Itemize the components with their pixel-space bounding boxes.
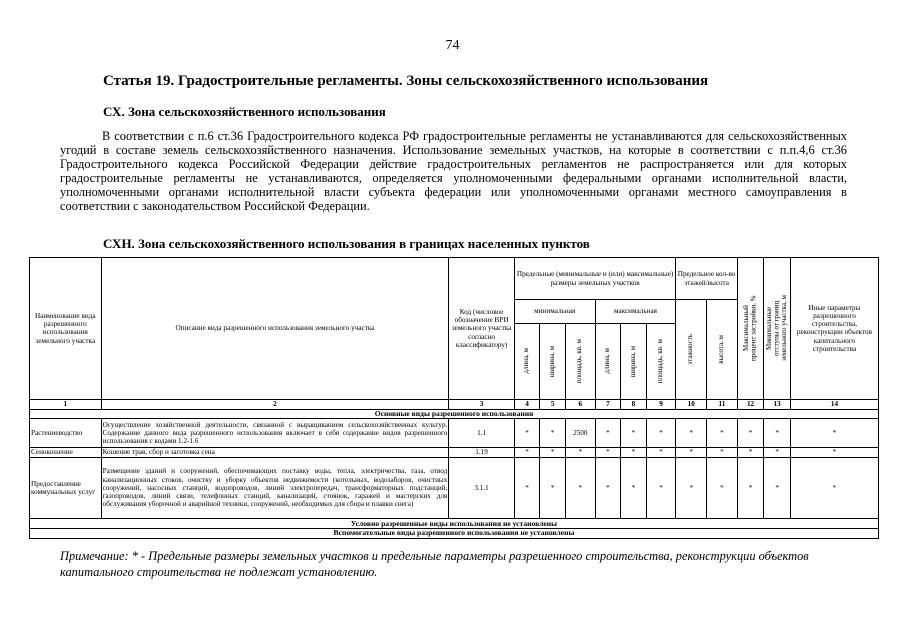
row-code: 1.19 xyxy=(449,448,514,458)
column-number: 11 xyxy=(707,399,738,409)
header-code: Код (числовое обозначение ВРИ земельного участка согласно классификатору) xyxy=(449,258,514,400)
row-value: * xyxy=(540,448,566,458)
row-value: * xyxy=(540,457,566,518)
row-value: 2500 xyxy=(565,419,595,448)
header-floors: этажность xyxy=(676,300,707,399)
row-description: Кошение трав, сбор и заготовка сена xyxy=(101,448,449,458)
section-title: СХ. Зона сельскохозяйственного использования xyxy=(103,104,386,119)
main-types-label: Основные виды разрешенного использования xyxy=(30,409,879,419)
header-max: максимальная xyxy=(595,300,676,323)
row-name: Сенокошение xyxy=(30,448,102,458)
row-code: 1.1 xyxy=(449,419,514,448)
row-value: * xyxy=(595,448,621,458)
row-value: * xyxy=(764,448,791,458)
header-max-length: длина, м xyxy=(595,323,621,399)
column-number: 1 xyxy=(30,399,102,409)
column-number: 13 xyxy=(764,399,791,409)
header-min-length: длина, м xyxy=(514,323,540,399)
row-description: Осуществление хозяйственной деятельности, связанной с выращиванием сельскохозяйственных культур. Содержание данного вида разрешенного использования включает в себя содержание видов разрешенного использования с кодами 1.2-1.6 xyxy=(101,419,449,448)
row-value: * xyxy=(737,448,764,458)
row-value: * xyxy=(621,419,647,448)
header-description: Описание вида разрешенного использования земельного участка xyxy=(101,258,449,400)
header-max-build: Максимальный процент застройки, % xyxy=(737,258,764,400)
column-number: 8 xyxy=(621,399,647,409)
subsection-title: СХН. Зона сельскохозяйственного использования в границах населенных пунктов xyxy=(103,236,590,251)
auxiliary-types-label: Вспомогательные виды разрешенного использования не установлены xyxy=(30,529,879,539)
column-number: 12 xyxy=(737,399,764,409)
header-min: минимальная xyxy=(514,300,595,323)
row-value: * xyxy=(707,457,738,518)
column-number: 5 xyxy=(540,399,566,409)
table-note: Примечание: * - Предельные размеры земельных участков и предельные параметры разрешенного строительства, реконструкции объектов капитального строительства не подлежат установлению. xyxy=(60,549,809,579)
intro-paragraph: В соответствии с п.6 ст.36 Градостроительного кодекса РФ градостроительные регламенты не устанавливаются для сельскохозяйственных угодий в составе земель сельскохозяйственного назначения. Использование земельных участков, на которые в соответствии с п.п.4,6 ст.36 Градостроительного кодекса Российской Федерации действие градостроительных регламентов не распространяется или для которых градостроительные регламенты не устанавливаются, определяется уполномоченными федеральными органами исполнительной власти, уполномоченными органами исполнительной власти субъекта федерации или уполномоченными органами местного самоуправления в соответствии с законодательством Российской Федерации. xyxy=(60,129,847,213)
column-number: 10 xyxy=(676,399,707,409)
row-value: * xyxy=(595,457,621,518)
row-description: Размещение зданий и сооружений, обеспечивающих поставку воды, тепла, электричества, газа, отвод канализационных стоков, очистку и уборку объектов недвижимости (котельных, водозаборов, очистных сооружений, насосных станций, водопроводов, линий электропередач, трансформаторных подстанций, газопроводов, линий связи, телефонных станций, канализаций, стоянок, гаражей и мастерских для обслуживания уборочной и аварийной техники, сооружений, необходимых для сбора и плавки снега) xyxy=(101,457,449,518)
row-value: * xyxy=(565,457,595,518)
table-row xyxy=(30,457,879,518)
zone-regulations-table xyxy=(29,257,879,539)
row-value: * xyxy=(707,419,738,448)
row-value: * xyxy=(646,457,676,518)
row-value: * xyxy=(646,419,676,448)
row-value: * xyxy=(621,457,647,518)
row-value: * xyxy=(737,419,764,448)
row-value: * xyxy=(764,419,791,448)
row-name: Растениеводство xyxy=(30,419,102,448)
table-row xyxy=(30,448,879,458)
row-value: * xyxy=(676,419,707,448)
column-number: 6 xyxy=(565,399,595,409)
row-value: * xyxy=(514,457,540,518)
row-value: * xyxy=(514,448,540,458)
page-number: 74 xyxy=(445,38,460,53)
header-max-width: ширина, м xyxy=(621,323,647,399)
row-value: * xyxy=(737,457,764,518)
column-number: 14 xyxy=(790,399,878,409)
column-number: 2 xyxy=(101,399,449,409)
column-number: 4 xyxy=(514,399,540,409)
row-value: * xyxy=(514,419,540,448)
row-value: * xyxy=(676,448,707,458)
header-plot-sizes: Предельные (минимальные и (или) максимальные) размеры земельных участков xyxy=(514,258,676,300)
header-name: Наименование вида разрешенного использования земельного участка xyxy=(30,258,102,400)
header-min-width: ширина, м xyxy=(540,323,566,399)
header-height: высота, м xyxy=(707,300,738,399)
row-name: Предоставление коммунальных услуг xyxy=(30,457,102,518)
row-value: * xyxy=(595,419,621,448)
row-value: * xyxy=(621,448,647,458)
row-value: * xyxy=(676,457,707,518)
column-number: 9 xyxy=(646,399,676,409)
row-value: * xyxy=(790,448,878,458)
column-number: 3 xyxy=(449,399,514,409)
row-value: * xyxy=(540,419,566,448)
header-min-area: площадь, кв. м xyxy=(565,323,595,399)
header-min-setback: Минимальные отступы от границ земельного участка, м xyxy=(764,258,791,400)
article-title: Статья 19. Градостроительные регламенты. Зоны сельскохозяйственного использования xyxy=(103,73,709,89)
header-max-area: площадь, кв. м xyxy=(646,323,676,399)
row-value: * xyxy=(646,448,676,458)
column-number: 7 xyxy=(595,399,621,409)
conditional-types-label: Условно разрешенные виды использования не установлены xyxy=(30,519,879,529)
row-value: * xyxy=(565,448,595,458)
row-value: * xyxy=(790,457,878,518)
row-value: * xyxy=(790,419,878,448)
row-code: 3.1.1 xyxy=(449,457,514,518)
row-value: * xyxy=(707,448,738,458)
header-floors-group: Предельное кол-во этажей/высота xyxy=(676,258,737,300)
header-other: Иные параметры разрешенного строительства, реконструкции объектов капитального строительства xyxy=(790,258,878,400)
row-value: * xyxy=(764,457,791,518)
table-row xyxy=(30,419,879,448)
